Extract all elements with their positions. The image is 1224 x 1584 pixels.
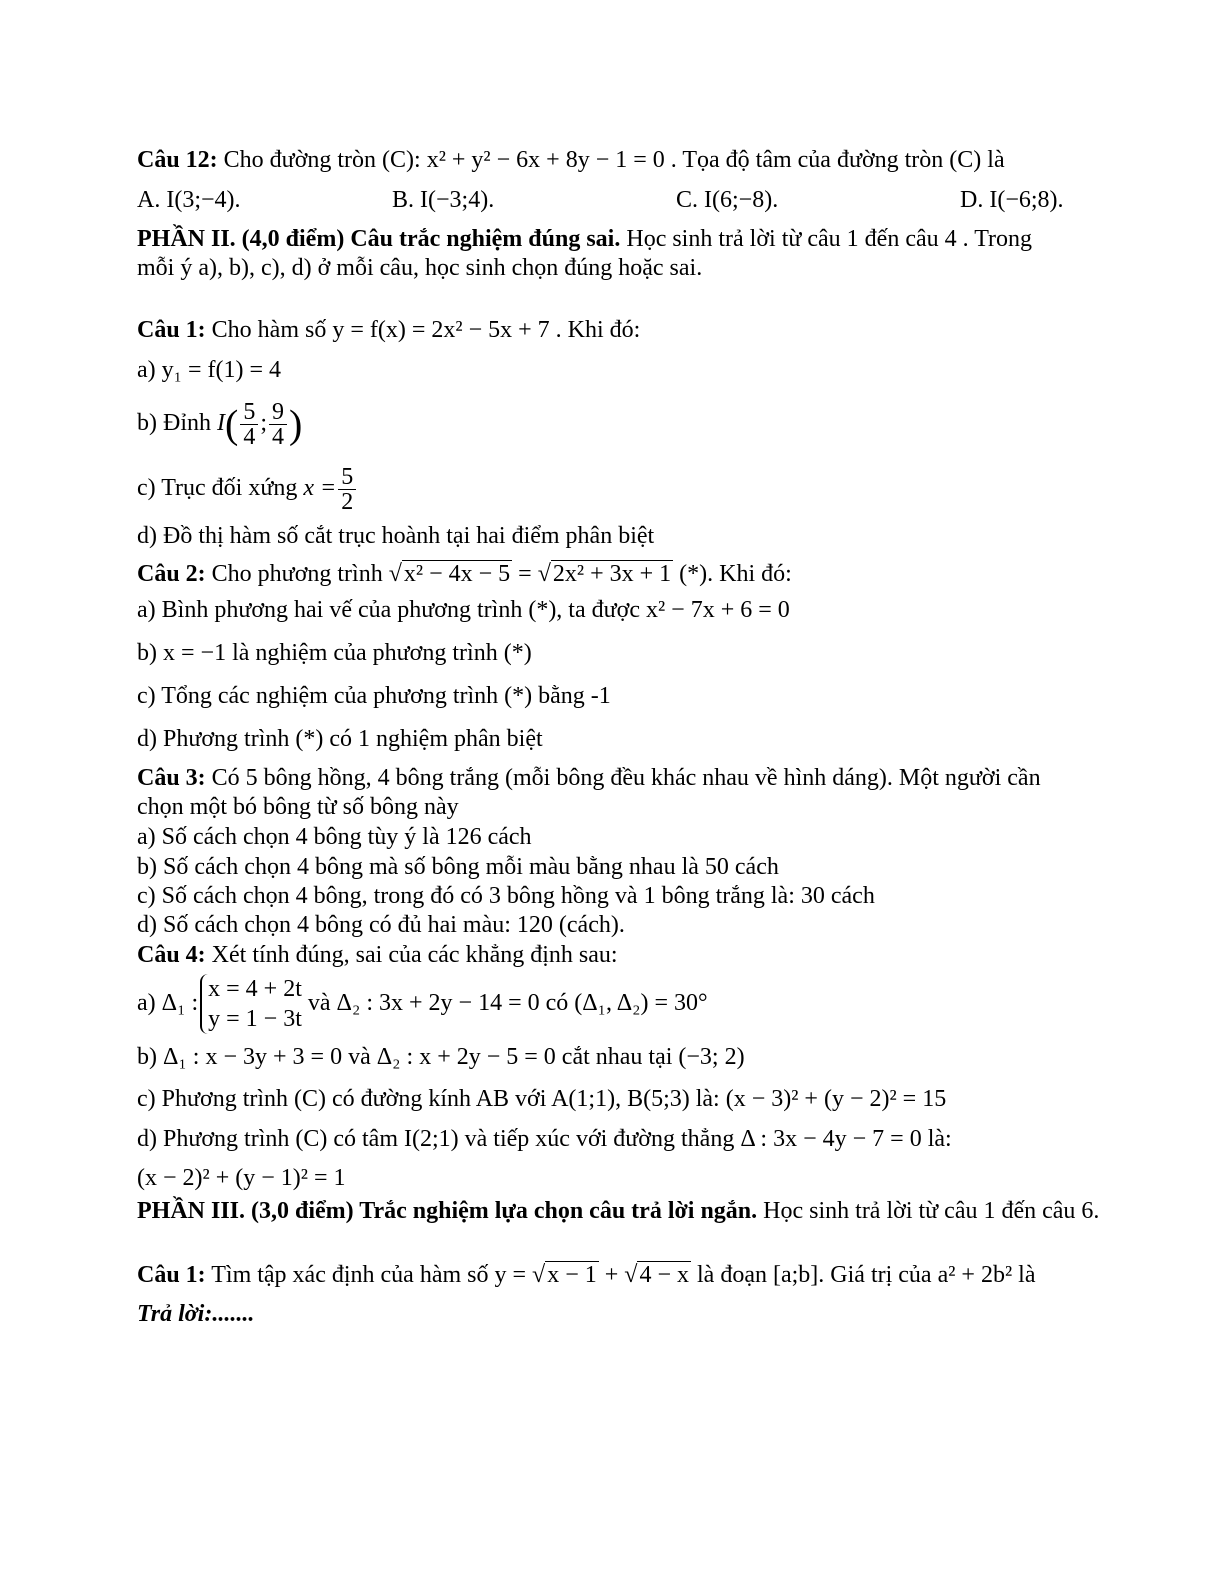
statement-text: b) Đỉnh	[137, 410, 217, 436]
statement-c: c) Phương trình (C) có đường kính AB với A(1;1), B(5;3) là: (x − 3)² + (y − 2)² = 15	[137, 1086, 947, 1112]
question-12	[137, 145, 1005, 175]
part-title: PHẦN III. (3,0 điểm) Trắc nghiệm lựa chọn câu trả lời ngắn.	[137, 1198, 758, 1224]
statement-text: a) Δ₁ :	[137, 990, 199, 1016]
part-title: PHẦN II. (4,0 điểm) Câu trắc nghiệm đúng sai.	[137, 226, 621, 252]
question-text-line2: chọn một bó bông từ số bông này	[137, 794, 459, 820]
p2-question-1	[137, 315, 640, 345]
statement-c: c) Tổng các nghiệm của phương trình (*) bằng -1	[137, 683, 611, 709]
statement-b: b) Số cách chọn 4 bông mà số bông mỗi màu bằng nhau là 50 cách	[137, 854, 779, 880]
statement-d: d) Phương trình (*) có 1 nghiệm phân biệt	[137, 726, 543, 752]
statement-text-end: và Δ₂ : 3x + 2y − 14 = 0 có (Δ₁, Δ₂) = 30°	[301, 990, 708, 1016]
p2-question-3	[137, 763, 1041, 793]
p2-question-2: Câu 2: Cho phương trình √x² − 4x − 5 = √2x² + 3x + 1 (*). Khi đó:	[137, 561, 792, 587]
question-label: Câu 4:	[137, 942, 206, 968]
question-text: Cho hàm số y = f(x) = 2x² − 5x + 7 . Khi đó:	[205, 317, 641, 343]
part-2-desc-line: mỗi ý a), b), c), d) ở mỗi câu, học sinh chọn đúng hoặc sai.	[137, 255, 703, 281]
statement-a: a) Bình phương hai vế của phương trình (*), ta được x² − 7x + 6 = 0	[137, 597, 790, 623]
fraction: $\frac{5}{4}$	[240, 400, 258, 449]
fraction: $\frac{5}{2}$	[338, 465, 356, 514]
question-text: Tìm tập xác định của hàm số y =	[205, 1262, 533, 1288]
question-text: Cho đường tròn (C): x² + y² − 6x + 8y − 1 = 0 . Tọa độ tâm của đường tròn (C) là	[217, 147, 1005, 173]
statement-d: d) Đồ thị hàm số cắt trục hoành tại hai điểm phân biệt	[137, 523, 655, 549]
question-text: Xét tính đúng, sai của các khẳng định sau:	[205, 942, 618, 968]
part-desc: Học sinh trả lời từ câu 1 đến câu 4 . Trong	[620, 226, 1033, 252]
math-symbol: x =	[303, 475, 337, 501]
p2-question-4	[137, 940, 618, 970]
option-b: B. I(−3;4).	[392, 187, 495, 213]
equals-sign: =	[512, 561, 538, 587]
question-label: Câu 3:	[137, 765, 206, 791]
statement-a: a) y₁ = f(1) = 4	[137, 357, 282, 383]
question-text: Có 5 bông hồng, 4 bông trắng (mỗi bông đều khác nhau về hình dáng). Một người cần	[205, 765, 1041, 791]
statement-b: b) x = −1 là nghiệm của phương trình (*)	[137, 640, 532, 666]
radicand: x² − 4x − 5	[403, 561, 511, 587]
radicand: 2x² + 3x + 1	[552, 561, 672, 587]
answer-prompt: Trả lời:.......	[137, 1301, 255, 1327]
statement-c	[137, 461, 358, 515]
equation-system: x = 4 + 2t y = 1 − 3t	[200, 974, 302, 1034]
statement-a: a) Số cách chọn 4 bông tùy ý là 126 cách	[137, 824, 532, 850]
part-desc: Học sinh trả lời từ câu 1 đến câu 6.	[757, 1198, 1100, 1224]
option-d: D. I(−6;8).	[960, 187, 1064, 213]
statement-b: b) Đỉnh I( $\frac{5}{4}$ ; $\frac{9}{4}$ )	[137, 398, 303, 450]
question-label: Câu 12:	[137, 147, 218, 173]
statement-d-line2: (x − 2)² + (y − 1)² = 1	[137, 1165, 346, 1191]
question-label: Câu 1:	[137, 317, 206, 343]
statement-d: d) Phương trình (C) có tâm I(2;1) và tiếp xúc với đường thẳng Δ : 3x − 4y − 7 = 0 là:	[137, 1126, 952, 1152]
question-label: Câu 1:	[137, 1262, 206, 1288]
p3-question-1: Câu 1: Tìm tập xác định của hàm số y = √x − 1 + √4 − x là đoạn [a;b]. Giá trị của a² + 2b² là	[137, 1262, 1036, 1288]
statement-c: c) Số cách chọn 4 bông, trong đó có 3 bông hồng và 1 bông trắng là: 30 cách	[137, 883, 875, 909]
option-c: C. I(6;−8).	[676, 187, 779, 213]
statement-text: c) Trục đối xứng	[137, 475, 304, 501]
part-3-header	[137, 1196, 1099, 1226]
statement-a	[137, 973, 708, 1034]
part-2-header	[137, 224, 1032, 254]
radicand: 4 − x	[639, 1262, 690, 1288]
option-a: A. I(3;−4).	[137, 187, 241, 213]
statement-b: b) Δ₁ : x − 3y + 3 = 0 và Δ₂ : x + 2y − 5 = 0 cắt nhau tại (−3; 2)	[137, 1044, 745, 1070]
statement-d: d) Số cách chọn 4 bông có đủ hai màu: 120 (cách).	[137, 912, 625, 938]
radicand: x − 1	[547, 1262, 597, 1288]
question-label: Câu 2:	[137, 561, 206, 587]
question-text: Cho phương trình	[205, 561, 389, 587]
question-text-end: là đoạn [a;b]. Giá trị của a² + 2b² là	[691, 1262, 1036, 1288]
math-symbol: I	[217, 410, 225, 436]
question-text-end: (*). Khi đó:	[673, 561, 792, 587]
fraction: $\frac{9}{4}$	[269, 400, 287, 449]
plus-sign: +	[598, 1262, 625, 1288]
